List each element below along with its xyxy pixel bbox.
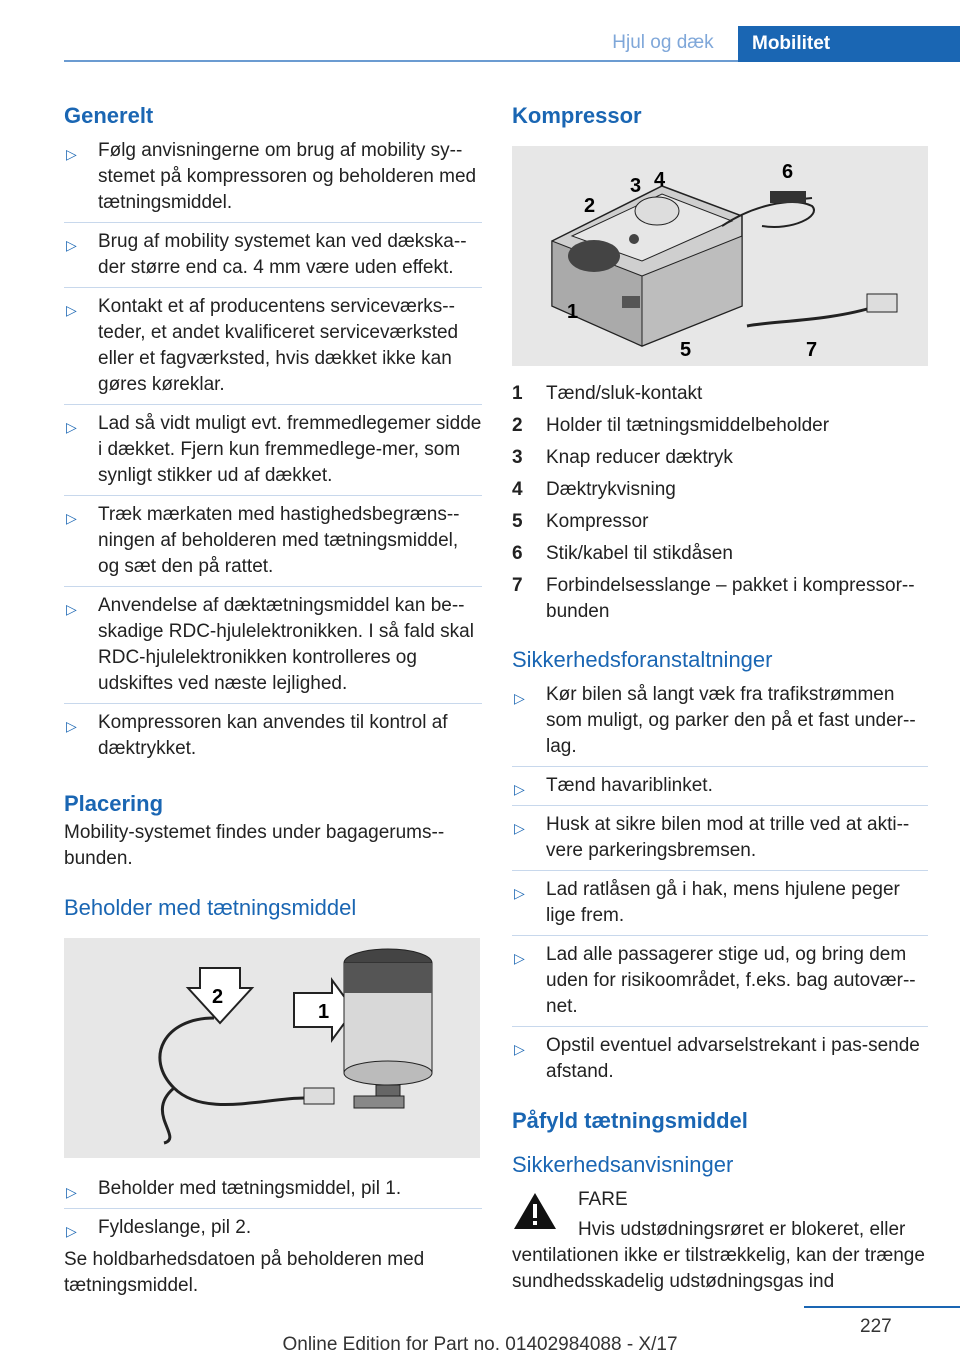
fare-text-line: Hvis udstødningsrøret er blokeret, eller [578,1219,906,1240]
triangle-bullet-icon: ▷ [66,146,77,162]
list-item: ▷ Følg anvisningerne om brug af mobility sy-stemet på kompressoren og beholderen med tætningsmiddel. [64,132,482,223]
tab-mobilitet[interactable]: Mobilitet [738,26,960,62]
generelt-heading: Generelt [64,103,154,128]
warning-block [512,1187,928,1243]
sikkerhed-list [512,676,928,1091]
triangle-bullet-icon: ▷ [66,601,77,617]
compressor-illustration [512,146,928,366]
triangle-bullet-icon: ▷ [66,302,77,318]
list-item: 1 Tænd/sluk-kontakt [512,383,703,404]
generelt-list [64,132,482,768]
compressor-figure [512,146,928,366]
fig-label-7: 7 [806,339,818,361]
parts-list [512,378,928,628]
triangle-bullet-icon: ▷ [514,820,525,836]
right-column [512,100,928,1295]
footer-line [804,1306,960,1308]
left-column [64,100,482,1299]
triangle-bullet-icon: ▷ [66,1223,77,1239]
fig-label-1: 1 [567,301,579,323]
list-item: ▷ Lad så vidt muligt evt. fremmedlegemer sidde i dækket. Fjern kun fremmedlege-mer, som synligt stikker ud af dækket. [64,405,482,496]
triangle-bullet-icon: ▷ [514,1041,525,1057]
placering-text: Mobility-systemet findes under bagagerums-bunden. [64,822,445,869]
fig-label-3: 3 [630,175,642,197]
list-item: ▷ Lad ratlåsen gå i hak, mens hjulene peger lige frem. [512,871,928,936]
triangle-bullet-icon: ▷ [514,950,525,966]
sealant-container-figure [64,938,480,1158]
list-item: ▷ Husk at sikre bilen mod at trille ved at akti-vere parkeringsbremsen. [512,806,928,871]
triangle-bullet-icon: ▷ [66,237,77,253]
list-item: ▷ Kompressoren kan anvendes til kontrol af dæktrykket. [66,712,448,759]
fig-label-4: 4 [654,169,666,191]
fare-text: ventilationen ikke er tilstrækkelig, kan der trænge sundhedsskadelig udstødningsgas ind [512,1245,925,1292]
triangle-bullet-icon: ▷ [514,781,525,797]
list-item: ▷ Opstil eventuel advarselstrekant i pas-sende afstand. [514,1035,920,1082]
placering-heading: Placering [64,791,164,816]
list-item: ▷ Kør bilen så langt væk fra trafikstrømmen som muligt, og parker den på et fast under-lag. [512,676,928,767]
triangle-bullet-icon: ▷ [66,718,77,734]
list-item: ▷ Tænd havariblinket. [512,767,928,806]
list-item: 7 Forbindelsesslange – pakket i kompressor-bunden [512,575,915,622]
page-number: 227 [860,1316,892,1337]
fig-label-6: 6 [782,161,794,183]
list-item: ▷ Beholder med tætningsmiddel, pil 1. [64,1170,482,1209]
tab-hjul-og-daek[interactable]: Hjul og dæk [612,32,714,53]
fare-label: FARE [578,1189,628,1210]
sealant-container-illustration [64,938,480,1158]
list-item: 2 Holder til tætningsmiddelbeholder [512,415,830,436]
kompressor-heading: Kompressor [512,103,642,128]
triangle-bullet-icon: ▷ [66,510,77,526]
fig-label-1: 1 [318,1001,330,1023]
fig-label-5: 5 [680,339,692,361]
triangle-bullet-icon: ▷ [514,690,525,706]
beholder-text: Se holdbarhedsdatoen på beholderen med tætningsmiddel. [64,1249,425,1296]
beholder-heading: Beholder med tætningsmiddel [64,895,357,920]
triangle-bullet-icon: ▷ [514,885,525,901]
list-item: ▷ Lad alle passagerer stige ud, og bring dem uden for risikoområdet, f.eks. bag autovær-net. [512,936,928,1027]
pafyld-heading: Påfyld tætningsmiddel [512,1108,748,1133]
list-item: ▷ Brug af mobility systemet kan ved dækska-der større end ca. 4 mm være uden effekt. [64,223,482,288]
list-item: 4 Dæktrykvisning [512,479,676,500]
list-item: 3 Knap reducer dæktryk [512,447,733,468]
warning-triangle-icon [512,1191,558,1231]
fig-label-2: 2 [584,195,596,217]
list-item: 5 Kompressor [512,511,649,532]
sikkerhed-heading: Sikkerhedsforanstaltninger [512,647,773,672]
beholder-list [64,1170,482,1247]
list-item: ▷ Kontakt et af producentens serviceværks-teder, et andet kvalificeret serviceværksted eller et fagværksted, hvis dækket ikke kan gøres køreklar. [64,288,482,405]
triangle-bullet-icon: ▷ [66,1184,77,1200]
list-item: ▷ Anvendelse af dæktætningsmiddel kan be-skadige RDC-hjulelektronikken. I så fald skal RDC-hjulelektronikken kontrolleres og udskiftes ved næste lejlighed. [64,587,482,704]
triangle-bullet-icon: ▷ [66,419,77,435]
list-item: ▷ Træk mærkaten med hastighedsbegræns-ningen af beholderen med tætningsmiddel, og sæt den på rattet. [64,496,482,587]
list-item: ▷ Fyldeslange, pil 2. [64,1209,482,1247]
fig-label-2: 2 [212,986,224,1008]
list-item: 6 Stik/kabel til stikdåsen [512,543,733,564]
edition-footer: Online Edition for Part no. 01402984088 - X/17 [282,1334,678,1355]
sikkerhedsanvisninger-heading: Sikkerhedsanvisninger [512,1152,734,1177]
